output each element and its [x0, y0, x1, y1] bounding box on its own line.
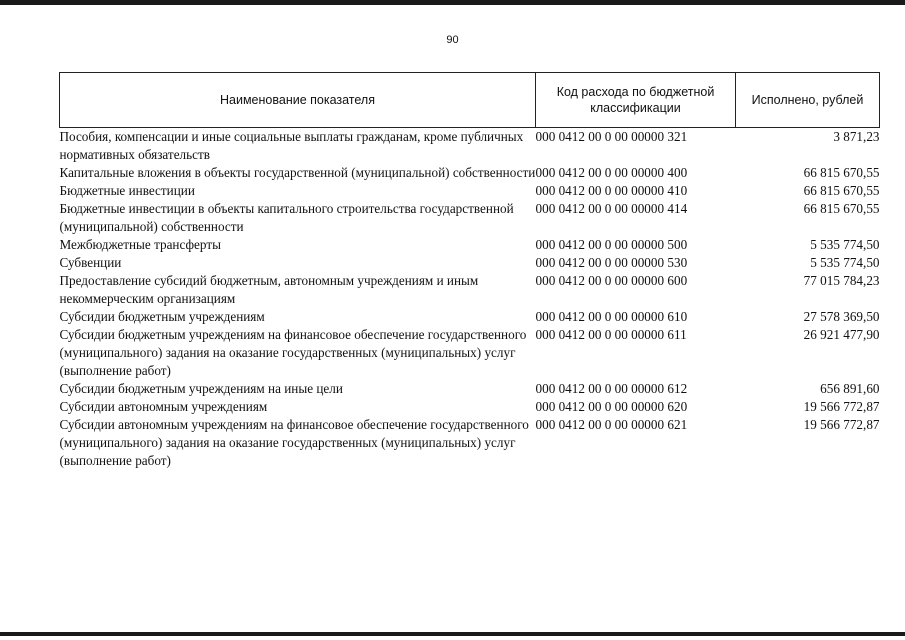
- table-row: [60, 128, 880, 165]
- page-number: 90: [446, 34, 459, 46]
- row-name: Предоставление субсидий бюджетным, автономным учреждениям и иным некоммерческим организациям: [59, 273, 479, 306]
- table-header-row: [60, 73, 880, 128]
- row-name: Субсидии автономным учреждениям на финансовое обеспечение государственного (муниципального) задания на оказание государственных (муниципальных) услуг (выполнение работ): [59, 417, 529, 468]
- row-code: 000 0412 00 0 00 00000 321: [535, 129, 688, 144]
- table-row: [60, 326, 880, 380]
- row-amount: 19 566 772,87: [803, 399, 880, 414]
- table-row: [60, 254, 880, 272]
- table-row: [60, 416, 880, 470]
- table-row: [60, 272, 880, 308]
- row-code: 000 0412 00 0 00 00000 611: [535, 327, 687, 342]
- row-amount: 66 815 670,55: [803, 165, 880, 180]
- row-amount: 3 871,23: [833, 129, 880, 144]
- row-name: Субсидии бюджетным учреждениям: [59, 309, 265, 324]
- header-name: Наименование показателя: [60, 73, 536, 128]
- row-code: 000 0412 00 0 00 00000 400: [535, 165, 688, 180]
- row-code: 000 0412 00 0 00 00000 414: [535, 201, 688, 216]
- header-code: Код расхода по бюджетной классификации: [536, 73, 736, 128]
- table-row: [60, 380, 880, 398]
- table-row: [60, 398, 880, 416]
- row-name: Бюджетные инвестиции: [59, 183, 195, 198]
- row-code: 000 0412 00 0 00 00000 620: [535, 399, 688, 414]
- row-amount: 656 891,60: [820, 381, 880, 396]
- row-name: Субсидии автономным учреждениям: [59, 399, 268, 414]
- row-name: Субсидии бюджетным учреждениям на финансовое обеспечение государственного (муниципального) задания на оказание государственных (муниципальных) услуг (выполнение работ): [59, 327, 527, 378]
- row-name: Бюджетные инвестиции в объекты капитального строительства государственной (муниципальной) собственности: [59, 201, 514, 234]
- row-name: Межбюджетные трансферты: [59, 237, 221, 252]
- row-amount: 5 535 774,50: [810, 255, 880, 270]
- row-code: 000 0412 00 0 00 00000 530: [535, 255, 688, 270]
- bottom-rule: [0, 632, 905, 636]
- table-row: [60, 236, 880, 254]
- row-code: 000 0412 00 0 00 00000 610: [535, 309, 688, 324]
- row-code: 000 0412 00 0 00 00000 410: [535, 183, 688, 198]
- expenditure-table: [59, 72, 880, 470]
- row-code: 000 0412 00 0 00 00000 600: [535, 273, 688, 288]
- table-row: [60, 164, 880, 182]
- row-amount: 77 015 784,23: [803, 273, 880, 288]
- table-row: [60, 200, 880, 236]
- row-name: Субвенции: [59, 255, 122, 270]
- top-rule: [0, 0, 905, 5]
- row-amount: 66 815 670,55: [803, 183, 880, 198]
- row-amount: 26 921 477,90: [803, 327, 880, 342]
- row-amount: 5 535 774,50: [810, 237, 880, 252]
- table-row: [60, 182, 880, 200]
- row-name: Субсидии бюджетным учреждениям на иные цели: [59, 381, 343, 396]
- row-amount: 66 815 670,55: [803, 201, 880, 216]
- row-code: 000 0412 00 0 00 00000 612: [535, 381, 688, 396]
- table-row: [60, 308, 880, 326]
- row-name: Капитальные вложения в объекты государственной (муниципальной) собственности: [59, 165, 536, 180]
- row-code: 000 0412 00 0 00 00000 621: [535, 417, 688, 432]
- row-name: Пособия, компенсации и иные социальные выплаты гражданам, кроме публичных нормативных обязательств: [59, 129, 524, 162]
- row-code: 000 0412 00 0 00 00000 500: [535, 237, 688, 252]
- row-amount: 19 566 772,87: [803, 417, 880, 432]
- row-amount: 27 578 369,50: [803, 309, 880, 324]
- header-amount: Исполнено, рублей: [736, 73, 880, 128]
